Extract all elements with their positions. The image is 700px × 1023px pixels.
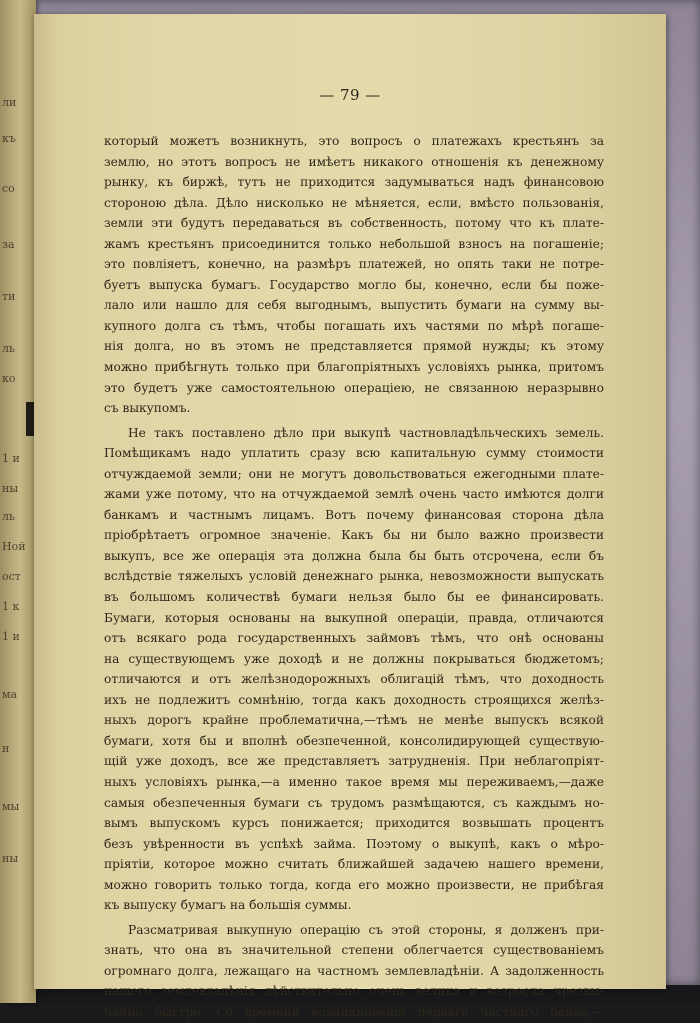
text-line: Не такъ поставлено дѣло при выкупѣ частновладѣльческихъ земель. bbox=[128, 425, 604, 440]
text-line: пріобрѣтаетъ огромное значеніе. Какъ бы ни было важно произвести bbox=[104, 528, 604, 543]
left-page-fragment: 1 и bbox=[2, 630, 20, 643]
text-line: чайно быстро. Со времени возникновенія перваго частнаго банка,— bbox=[104, 1004, 604, 1019]
text-line: землю, но этотъ вопросъ не имѣетъ никакого отношенія къ денежному bbox=[104, 154, 604, 169]
text-line: лало или нашло для себя выгоднымъ, выпустить бумаги на сумму вы- bbox=[104, 298, 604, 313]
book-page bbox=[34, 14, 666, 1019]
text-line: можно говорить только тогда, когда его можно произвести, не прибѣгая bbox=[104, 877, 604, 892]
text-line: можно прибѣгнуть только при благопріятныхъ условіяхъ рынка, притомъ bbox=[104, 360, 604, 375]
text-line: купного долга съ тѣмъ, чтобы погашать ихъ частями по мѣрѣ погаше- bbox=[104, 318, 604, 333]
text-line: рынку, къ биржѣ, тутъ не приходится задумываться надъ финансовою bbox=[104, 175, 604, 190]
text-line: банкамъ и частнымъ лицамъ. Вотъ почему финансовая сторона дѣла bbox=[104, 507, 604, 522]
left-page-fragment: мы bbox=[2, 800, 20, 813]
text-line: на существующемъ уже доходѣ и не должны покрываться бюджетомъ; bbox=[104, 651, 604, 666]
left-page-fragment: ль bbox=[2, 342, 15, 355]
text-line: знать, что она въ значительной степени облегчается существованіемъ bbox=[104, 943, 604, 958]
text-line: пріятіи, которое можно считать ближайшей задачею нашего времени, bbox=[104, 857, 604, 872]
text-line: отъ всякаго рода государственныхъ займовъ тѣмъ, что онѣ основаны bbox=[104, 631, 604, 646]
left-page-fragment: за bbox=[2, 238, 15, 251]
page-body-text bbox=[104, 131, 604, 1023]
left-page-fragment: ма bbox=[2, 688, 18, 701]
paragraph bbox=[104, 131, 604, 419]
left-page-fragment: ост bbox=[2, 570, 21, 583]
text-line: земли эти будутъ передаваться въ собственность, потому что къ плате- bbox=[104, 216, 604, 231]
text-line: жами уже потому, что на отчуждаемой землѣ очень часто имѣются долги bbox=[104, 487, 604, 502]
paragraph bbox=[104, 920, 604, 1023]
text-line: жамъ крестьянъ присоединится только небольшой взносъ на погашеніе; bbox=[104, 236, 604, 251]
text-line: огромнаго долга, лежащаго на частномъ землевладѣніи. А задолженность bbox=[104, 963, 604, 978]
text-line: нашего землевладѣнія дѣйствительно очень велика и возросла чрезвы- bbox=[104, 984, 604, 999]
left-page-fragment: ли bbox=[2, 96, 17, 109]
text-line: ихъ не подлежитъ сомнѣнію, тогда какъ доходность строящихся желѣз- bbox=[104, 692, 604, 707]
text-line: въ большомъ количествѣ бумаги нельзя было бы ее финансировать. bbox=[104, 590, 604, 605]
left-page-fragment: ны bbox=[2, 482, 19, 495]
text-line: который можетъ возникнуть, это вопросъ о платежахъ крестьянъ за bbox=[104, 134, 604, 148]
text-line: ныхъ дорогъ крайне проблематична,—тѣмъ не менѣе выпускъ всякой bbox=[104, 713, 604, 728]
text-line: Разсматривая выкупную операцію съ этой стороны, я долженъ при- bbox=[128, 922, 604, 937]
text-line: стороною дѣла. Дѣло нисколько не мѣняется, если, вмѣсто пользованія, bbox=[104, 195, 604, 210]
paragraph bbox=[104, 423, 604, 916]
text-line: вслѣдствіе тяжелыхъ условій денежнаго рынка, невозможности выпускать bbox=[104, 569, 604, 584]
text-line: ныхъ условіяхъ рынка,—а именно такое время мы переживаемъ,—даже bbox=[104, 774, 604, 789]
text-line: буетъ выпуска бумагъ. Государство могло бы, конечно, если бы пожe- bbox=[104, 277, 604, 292]
text-line: Помѣщикамъ надо уплатить сразу всю капитальную сумму стоимости bbox=[104, 446, 604, 461]
text-line: отличаются и отъ желѣзнодорожныхъ облигацій тѣмъ, что доходность bbox=[104, 672, 604, 687]
text-line: щій уже доходъ, все же представляетъ затрудненія. При неблагопріят- bbox=[104, 754, 604, 769]
text-line: нія долга, но въ этомъ не представляется прямой нужды; къ этому bbox=[104, 339, 604, 354]
text-line: отчуждаемой земли; они не могутъ довольствоваться ежегодными плате- bbox=[104, 466, 604, 481]
text-line: вымъ выпускомъ курсъ понижается; приходится возвышать процентъ bbox=[104, 816, 604, 831]
left-page-fragment: н bbox=[2, 742, 10, 755]
text-line: съ выкупомъ. bbox=[104, 401, 191, 416]
left-page-fragment: ны bbox=[2, 852, 19, 865]
text-line: это повліяетъ, конечно, на размѣръ платежей, но опять таки не потре- bbox=[104, 257, 604, 272]
text-line: самыя обезпеченныя бумаги съ трудомъ размѣщаются, съ каждымъ но- bbox=[104, 795, 604, 810]
left-page-fragment: 1 к bbox=[2, 600, 20, 613]
text-line: выкупъ, все же операція эта должна была бы быть отсрочена, если бъ bbox=[104, 548, 604, 563]
text-line: къ выпуску бумагъ на большія суммы. bbox=[104, 898, 352, 913]
left-page-fragment: ко bbox=[2, 372, 16, 385]
left-page-fragment: Ной bbox=[2, 540, 26, 553]
page-number: — 79 — bbox=[319, 86, 381, 104]
left-page-edge bbox=[0, 0, 36, 1003]
left-page-fragment: со bbox=[2, 182, 15, 195]
text-line: Бумаги, которыя основаны на выкупной операціи, правда, отличаются bbox=[104, 610, 604, 625]
left-page-fragment: 1 и bbox=[2, 452, 20, 465]
text-line: безъ увѣренности въ успѣхѣ займа. Поэтому о выкупѣ, какъ о мѣро- bbox=[104, 836, 604, 851]
left-page-fragment: ти bbox=[2, 290, 16, 303]
text-line: это будетъ уже самостоятельною операціею, не связанною неразрывно bbox=[104, 380, 604, 395]
text-line: бумаги, хотя бы и вполнѣ обезпеченной, консолидирующей существую- bbox=[104, 733, 604, 748]
left-page-fragment: къ bbox=[2, 132, 16, 145]
left-page-fragment: ль bbox=[2, 510, 15, 523]
